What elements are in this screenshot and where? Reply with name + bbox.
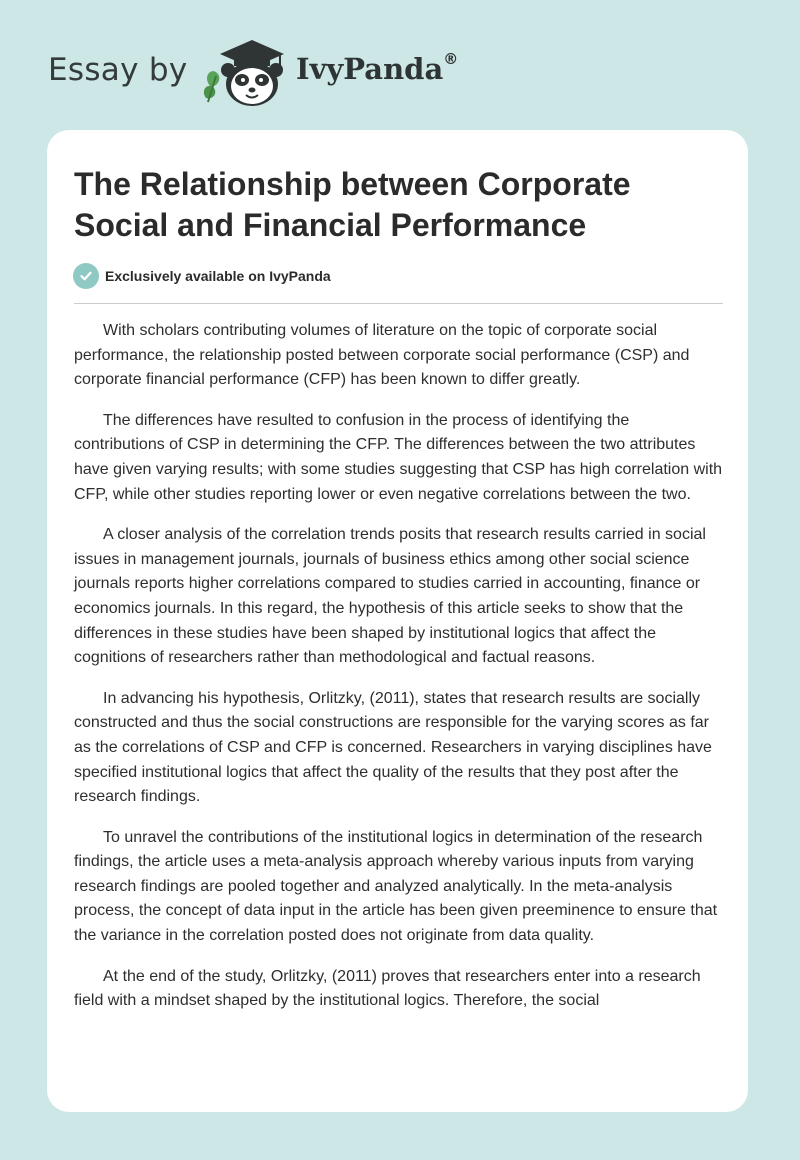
registered-mark: ® — [443, 50, 459, 68]
brand-name[interactable] — [296, 52, 458, 86]
divider — [74, 303, 723, 304]
essay-by-label: Essay by — [48, 52, 188, 88]
paragraph: A closer analysis of the correlation trends posits that research results carried in social issues in management journals, journals of business ethics among other social science journals reports higher correlations compared to studies carried in accounting, finance or economics journals. In this regard, the hypothesis of this article seeks to show that the differences in these studies have been shaped by institutional logics that affect the cognitions of researchers rather than methodological and factual reasons. — [74, 526, 706, 667]
brand-text: IvyPanda — [296, 52, 444, 86]
paragraph: In advancing his hypothesis, Orlitzky, (2011), states that research results are socially constructed and thus the social constructions are responsible for the varying scores as far as the correlations of CSP and CFP is concerned. Researchers in varying disciplines have specified institutional logics that affect the quality of the results that they post after the research findings. — [74, 689, 712, 806]
exclusive-label: Exclusively available on IvyPanda — [105, 268, 331, 284]
paragraph: The differences have resulted to confusion in the process of identifying the contributions of CSP in determining the CFP. The differences between the two attributes have given varying results; with some studies suggesting that CSP has high correlation with CFP, while other studies reporting lower or even negative correlations between the two. — [74, 411, 723, 503]
exclusive-badge — [73, 263, 331, 289]
ivypanda-panda-logo-icon — [200, 36, 292, 110]
site-header — [48, 30, 748, 110]
article-card — [47, 130, 748, 1112]
paragraph: At the end of the study, Orlitzky, (2011) proves that researchers enter into a research field with a mindset shaped by the institutional logics. Therefore, the social — [74, 967, 701, 1010]
check-circle-icon — [73, 263, 99, 289]
paragraph: To unravel the contributions of the institutional logics in determination of the research findings, the article uses a meta-analysis approach whereby various inputs from varying research findings are pooled together and analyzed analytically. In the meta-analysis process, the concept of data input in the article has been given preeminence to ensure that the variance in the correlation posted does not originate from data quality. — [74, 828, 718, 945]
article-title: The Relationship between Corporate Social and Financial Performance — [74, 166, 631, 243]
article-body — [74, 319, 724, 1030]
paragraph: With scholars contributing volumes of literature on the topic of corporate social performance, the relationship posted between corporate social performance (CSP) and corporate financial performance (CFP) has been known to differ greatly. — [74, 322, 690, 389]
